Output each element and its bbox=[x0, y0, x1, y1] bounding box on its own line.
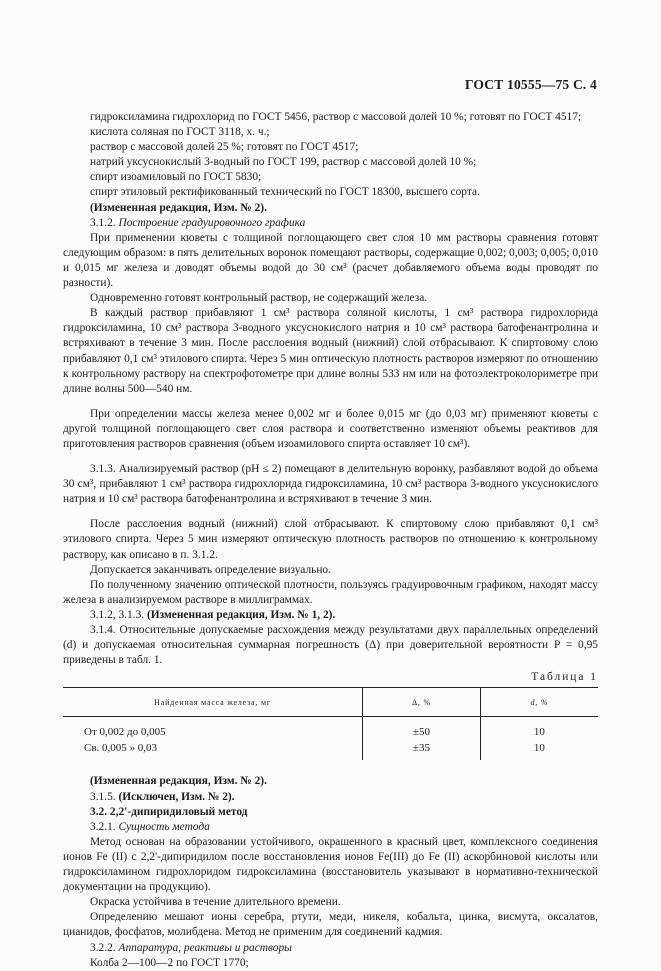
reagent-hydroxylamine: гидроксиламина гидрохлорид по ГОСТ 5456, раствор с массовой долей 10 %; готовят по ГОСТ 4517; bbox=[90, 111, 582, 123]
paragraph: В каждый раствор прибавляют 1 см³ раствора соляной кислоты, 1 см³ раствора гидрохлорида гидроксиламина, 10 см³ раствора 3-водного уксуснокислого натрия и 10 см³ раствора батофенантролина и встряхивают в течение 3 мин. После расслоения водный (нижний) слой отбрасывают. К спиртовому слою прибавляют 0,1 см³ этилового спирта. Через 5 мин оптическую плотность растворов измеряют по отношению к контрольному раствору на спектрофотометре при длине волны 533 нм или на фотоэлектроколориметре при длине волны 500—540 нм. bbox=[63, 307, 598, 395]
reagent-hydrochloric-acid: кислота соляная по ГОСТ 3118, х. ч.; bbox=[90, 126, 270, 139]
reagent-solution-25: раствор с массовой долей 25 %; готовят по ГОСТ 4517; bbox=[90, 141, 359, 154]
amendment-text: (Измененная редакция, Изм. № 1, 2). bbox=[146, 608, 336, 621]
paragraph: По полученному значению оптической плотности, пользуясь градуировочным графиком, находят массу железа в анализируемом растворе в миллиграммах. bbox=[63, 578, 598, 606]
section-heading bbox=[63, 216, 598, 231]
table-cell: 10 bbox=[480, 717, 598, 741]
amendment-note bbox=[63, 608, 598, 623]
paragraph: Одновременно готовят контрольный раствор, не содержащий железа. bbox=[90, 292, 428, 305]
data-table bbox=[63, 687, 598, 760]
section-number: 3.1.5. bbox=[90, 790, 116, 803]
paragraph: После расслоения водный (нижний) слой отбрасывают. К спиртовому слою прибавляют 0,1 см³ этилового спирта. Через 5 мин измеряют оптическую плотность растворов по отношению к контрольному раствору, как описано в п. 3.1.2. bbox=[63, 518, 598, 561]
section-title: Сущность метода bbox=[118, 820, 210, 833]
reagent-sodium-acetate: натрий уксуснокислый 3-водный по ГОСТ 199, раствор с массовой долей 10 %; bbox=[90, 156, 477, 169]
reagent-isoamyl-alcohol: спирт изоамиловый по ГОСТ 5830; bbox=[90, 171, 262, 184]
paragraph: 3.1.3. Анализируемый раствор (рН ≤ 2) помещают в делительную воронку, разбавляют водой до объема 30 см³, прибавляют 1 см³ раствора гидрохлорида гидроксиламина, 10 см³ раствора 3-водного уксуснокислого натрия и 10 см³ раствора батофенантролина и встряхивают в течение 3 мин. bbox=[63, 463, 598, 506]
spacer bbox=[63, 397, 598, 407]
table-cell: ±50 bbox=[363, 717, 481, 741]
excluded-text: (Исключен, Изм. № 2). bbox=[118, 790, 235, 803]
column-header: Δ, % bbox=[363, 688, 481, 717]
table-cell: Св. 0,005 » 0,03 bbox=[84, 742, 158, 755]
column-header: Найденная масса железа, мг bbox=[63, 688, 363, 717]
table-row bbox=[63, 740, 598, 760]
page-header: ГОСТ 10555—75 С. 4 bbox=[464, 77, 597, 92]
column-header: d, % bbox=[480, 688, 598, 717]
paragraph: При применении кюветы с толщиной поглощающего свет слоя 10 мм растворы сравнения готовят следующим образом: в пять делительных воронок помещают растворы, содержащие 0,002; 0,003; 0,005; 0,010 и 0,015 мг железа и доводят объемы водой до 30 см³ (расчет добавляемого объема воды проводят по разности). bbox=[63, 231, 598, 290]
section-number: 3.2.1. bbox=[90, 820, 116, 833]
document-body bbox=[63, 110, 598, 971]
amendment-note: (Измененная редакция, Изм. № 2). bbox=[90, 201, 267, 214]
amendment-note: (Измененная редакция, Изм. № 2). bbox=[90, 775, 267, 788]
section-number: 3.2.2. bbox=[90, 941, 116, 954]
paragraph: Окраска устойчива в течение длительного времени. bbox=[90, 896, 341, 909]
paragraph: Метод основан на образовании устойчивого, окрашенного в красный цвет, комплексного соединения ионов Fe (II) с 2,2'-дипиридилом после восстановления ионов Fe(III) до Fe (II) аскорбиновой кислоты или гидроксиламином гидрохлоридом гидроксиламина (восстановитель указывают в нормативно-технической документации на продукцию). bbox=[63, 835, 598, 894]
section-heading-bold: 3.2. 2,2'-дипиридиловый метод bbox=[90, 805, 248, 818]
paragraph: Колба 2—100—2 по ГОСТ 1770; bbox=[90, 956, 249, 969]
spacer bbox=[63, 452, 598, 462]
excluded-note bbox=[63, 790, 598, 805]
paragraph: 3.1.4. Относительные допускаемые расхождения между результатами двух параллельных определений (d) и допускаемая относительная суммарная погрешность (Δ) при доверительной вероятности P = 0,95 приведены в табл. 1. bbox=[63, 624, 598, 667]
paragraph: Допускается заканчивать определение визуально. bbox=[90, 563, 331, 576]
paragraph: При определении массы железа менее 0,002 мг и более 0,015 мг (до 0,03 мг) применяют кюветы с другой толщиной поглощающего свет слоя раствора и соответственно изменяют объемы реактивов для приготовления растворов сравнения (объем изоамилового спирта оставляет 10 см³). bbox=[63, 407, 598, 450]
table-caption: Таблица 1 bbox=[531, 671, 598, 684]
table-row bbox=[63, 717, 598, 741]
paragraph: Определению мешают ионы серебра, ртути, меди, никеля, кобальта, цинка, висмута, оксалатов, цианидов, фосфатов, молибдена. Метод не применим для соединений кадмия. bbox=[63, 911, 598, 939]
table-cell: 10 bbox=[480, 740, 598, 760]
section-title: Аппаратура, реактивы и растворы bbox=[118, 941, 292, 954]
table-header-row bbox=[63, 688, 598, 717]
section-number: 3.1.2. bbox=[90, 216, 116, 229]
table-cell: ±35 bbox=[363, 740, 481, 760]
section-title: Построение градуировочного графика bbox=[118, 216, 306, 229]
section-heading bbox=[63, 941, 598, 956]
reagent-ethyl-alcohol: спирт этиловый ректификованный технический по ГОСТ 18300, высшего сорта. bbox=[90, 186, 480, 199]
section-heading bbox=[63, 820, 598, 835]
section-refs: 3.1.2, 3.1.3. bbox=[90, 608, 145, 621]
table-cell: От 0,002 до 0,005 bbox=[84, 726, 166, 739]
spacer bbox=[63, 507, 598, 517]
